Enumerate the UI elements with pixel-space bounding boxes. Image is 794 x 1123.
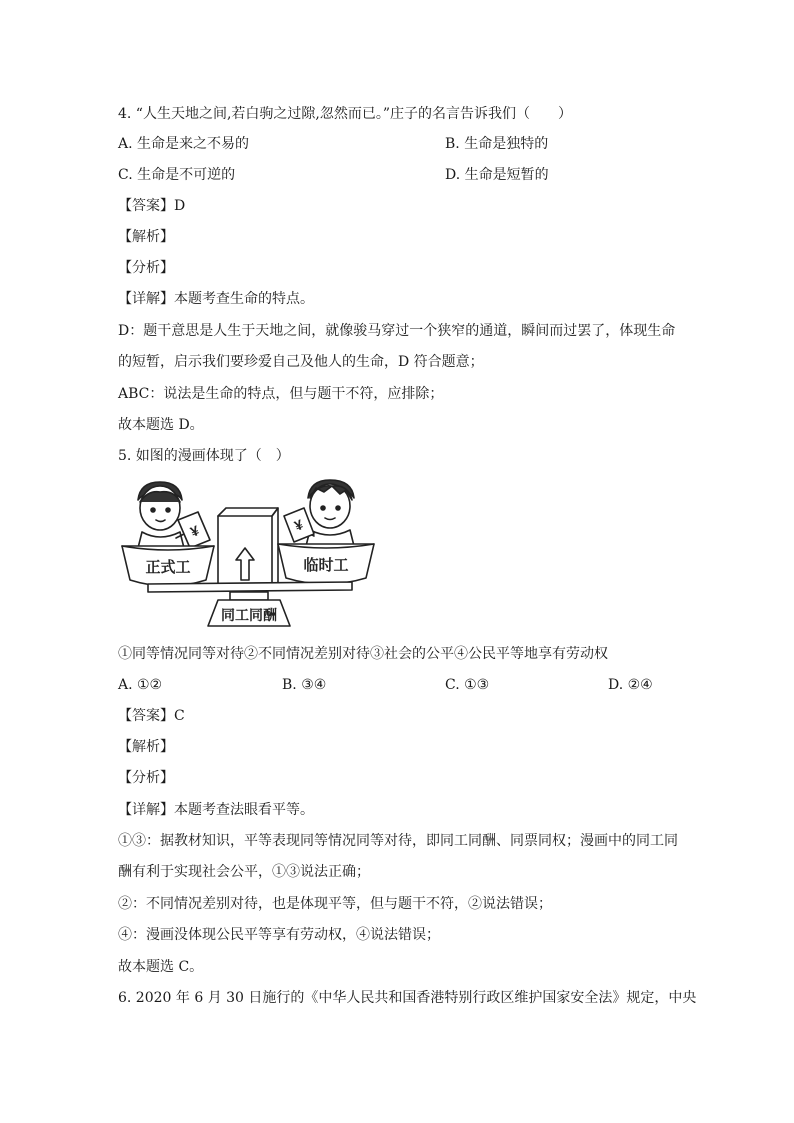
q4-fenxi: 【分析】: [118, 260, 174, 276]
q4-stem: 4. “人生天地之间,若白驹之过隙,忽然而已。”庄子的名言告诉我们（ ）: [118, 106, 573, 122]
q4-explanation-d-2: 的短暂，启示我们要珍爱自己及他人的生命，D 符合题意；: [118, 354, 484, 370]
q5-jiexi: 【解析】: [118, 739, 174, 755]
q4-option-a: A. 生命是来之不易的: [118, 136, 250, 152]
q5-explanation-2: ②：不同情况差别对待，也是体现平等，但与题干不符，②说法错误；: [118, 896, 552, 912]
q4-option-b: B. 生命是独特的: [445, 136, 549, 152]
q4-option-c: C. 生命是不可逆的: [118, 167, 236, 183]
q5-option-b: B. ③④: [282, 677, 327, 693]
right-bill-symbol: ¥: [292, 516, 306, 534]
q4-explanation-d-1: D：题干意思是人生于天地之间，就像骏马穿过一个狭窄的通道，瞬间而过罢了，体现生命: [118, 323, 676, 339]
left-worker-figure: [138, 482, 192, 548]
q5-detail: 【详解】本题考查法眼看平等。: [118, 802, 314, 818]
q4-detail: 【详解】本题考查生命的特点。: [118, 291, 314, 307]
q5-stem: 5. 如图的漫画体现了（ ）: [118, 448, 290, 464]
scale-center-column: [218, 508, 278, 590]
q5-option-c: C. ①③: [445, 677, 490, 693]
left-pan-label: 正式工: [145, 559, 191, 576]
q5-statements: ①同等情况同等对待②不同情况差别对待③社会的公平④公民平等地享有劳动权: [118, 646, 608, 662]
q5-explanation-13-2: 酬有利于实现社会公平，①③说法正确；: [118, 864, 370, 880]
q6-stem: 6. 2020 年 6 月 30 日施行的《中华人民共和国香港特别行政区维护国家安全法》规定，中央: [118, 990, 697, 1006]
q4-jiexi: 【解析】: [118, 229, 174, 245]
scale-base-label: 同工同酬: [221, 607, 277, 623]
q4-option-d: D. 生命是短暂的: [445, 167, 549, 183]
q5-explanation-4: ④：漫画没体现公民平等享有劳动权，④说法错误；: [118, 927, 440, 943]
q5-fenxi: 【分析】: [118, 770, 174, 786]
q4-conclusion: 故本题选 D。: [118, 417, 204, 433]
q4-explanation-abc: ABC：说法是生命的特点，但与题干不符，应排除；: [118, 386, 444, 402]
q5-option-a: A. ①②: [118, 677, 163, 693]
q5-option-d: D. ②④: [608, 677, 653, 693]
equal-pay-cartoon: [118, 476, 380, 628]
q5-answer: 【答案】C: [118, 708, 185, 724]
q4-answer: 【答案】D: [118, 198, 186, 214]
q5-explanation-13-1: ①③：据教材知识，平等表现同等情况同等对待，即同工同酬、同票同权；漫画中的同工同: [118, 833, 678, 849]
right-pan-label: 临时工: [303, 557, 349, 574]
q5-conclusion: 故本题选 C。: [118, 959, 204, 975]
left-bill-symbol: ¥: [188, 522, 202, 540]
